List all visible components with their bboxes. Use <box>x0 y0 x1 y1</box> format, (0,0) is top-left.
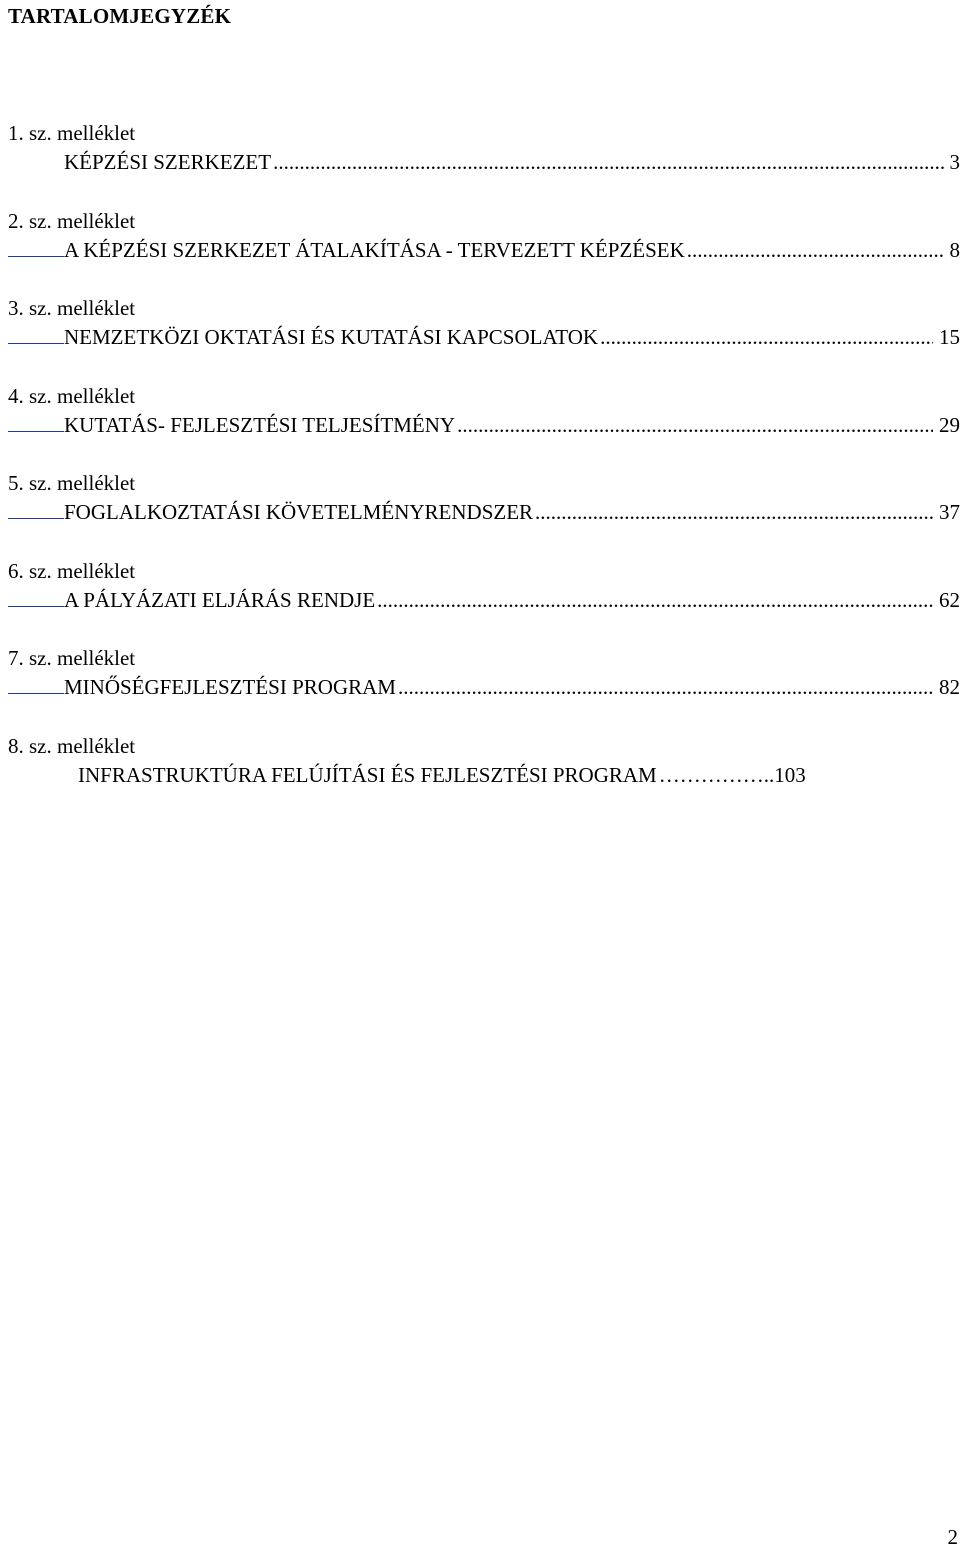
toc-entry-8 <box>8 732 960 820</box>
toc-entry-5 <box>8 469 960 557</box>
toc-entry-2 <box>8 207 960 295</box>
appendix-number: 2. sz. melléklet <box>8 208 136 233</box>
dot-leader <box>273 148 943 176</box>
page-reference[interactable]: 8 <box>949 237 960 262</box>
link-underline <box>8 674 64 694</box>
toc-link[interactable] <box>8 148 960 176</box>
dot-leader <box>398 673 933 701</box>
appendix-title[interactable]: MINŐSÉGFEJLESZTÉSI PROGRAM <box>64 675 396 699</box>
page-reference[interactable]: 82 <box>939 675 960 699</box>
toc-entry-4 <box>8 382 960 470</box>
link-indent <box>8 150 64 169</box>
appendix-number: 4. sz. melléklet <box>8 383 136 408</box>
document-title: TARTALOMJEGYZÉK <box>8 4 232 28</box>
toc-link[interactable] <box>8 236 960 264</box>
ellipsis-leader: …………….. <box>658 762 775 787</box>
toc-link[interactable] <box>8 323 960 351</box>
toc-entry-6 <box>8 557 960 645</box>
toc-link[interactable] <box>8 411 960 439</box>
page-reference: 103 <box>774 762 806 787</box>
toc-entry-3 <box>8 294 960 382</box>
dot-leader <box>377 586 933 614</box>
appendix-title[interactable]: A PÁLYÁZATI ELJÁRÁS RENDJE <box>64 587 376 612</box>
page-reference[interactable]: 3 <box>949 150 960 174</box>
appendix-number: 1. sz. melléklet <box>8 121 136 145</box>
appendix-title[interactable]: NEMZETKÖZI OKTATÁSI ÉS KUTATÁSI KAPCSOLATOK <box>64 325 599 349</box>
appendix-number: 8. sz. melléklet <box>8 733 136 758</box>
page-number: 2 <box>947 1525 958 1549</box>
page-reference[interactable]: 29 <box>939 412 960 437</box>
dot-leader <box>535 498 933 526</box>
page-reference[interactable]: 37 <box>939 500 960 524</box>
appendix-title: INFRASTRUKTÚRA FELÚJÍTÁSI ÉS FEJLESZTÉSI PROGRAM <box>78 762 657 787</box>
dot-leader <box>457 411 933 439</box>
appendix-number: 6. sz. melléklet <box>8 558 136 583</box>
page-reference[interactable]: 15 <box>939 325 960 349</box>
dot-leader <box>600 323 933 351</box>
link-underline <box>8 237 64 257</box>
appendix-title[interactable]: FOGLALKOZTATÁSI KÖVETELMÉNYRENDSZER <box>64 500 534 524</box>
toc-link[interactable] <box>8 498 960 526</box>
appendix-number: 7. sz. melléklet <box>8 646 136 670</box>
appendix-title[interactable]: A KÉPZÉSI SZERKEZET ÁTALAKÍTÁSA - TERVEZETT KÉPZÉSEK <box>64 237 685 262</box>
link-underline <box>8 412 64 432</box>
link-underline <box>8 324 64 344</box>
toc-link[interactable] <box>8 673 960 701</box>
appendix-number: 3. sz. melléklet <box>8 296 136 320</box>
appendix-title[interactable]: KUTATÁS- FEJLESZTÉSI TELJESÍTMÉNY <box>64 412 456 437</box>
link-underline <box>8 587 64 607</box>
toc-entry-7 <box>8 644 960 732</box>
appendix-title[interactable]: KÉPZÉSI SZERKEZET <box>64 150 272 174</box>
table-of-contents <box>8 119 960 819</box>
toc-link[interactable] <box>8 586 960 614</box>
dot-leader <box>687 236 944 264</box>
toc-entry-1 <box>8 119 960 207</box>
toc-line <box>78 761 960 789</box>
appendix-number: 5. sz. melléklet <box>8 471 136 495</box>
link-underline <box>8 499 64 519</box>
page-reference[interactable]: 62 <box>939 587 960 612</box>
